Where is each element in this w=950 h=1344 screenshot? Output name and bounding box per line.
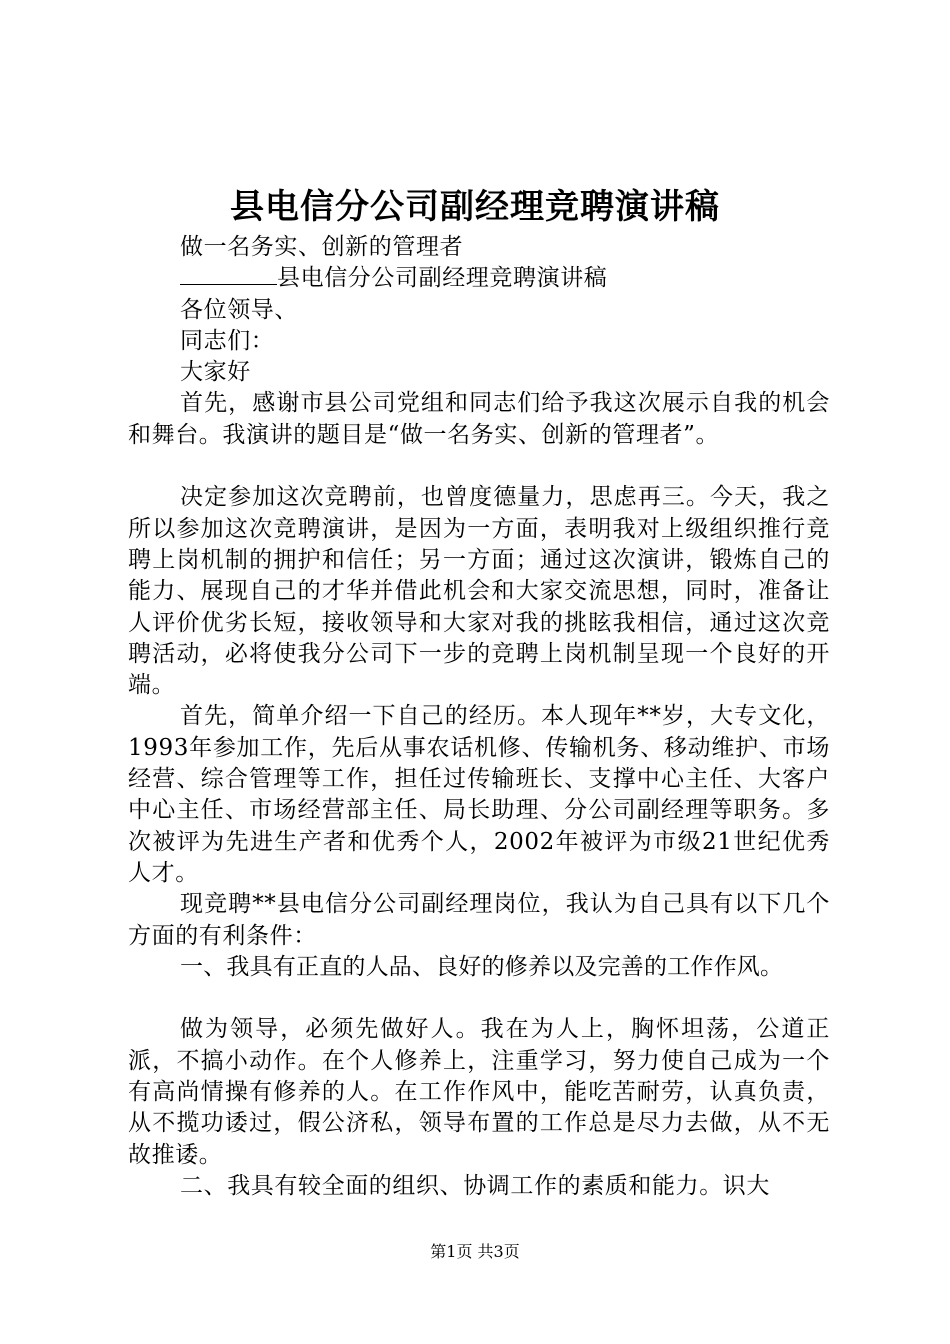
paragraph-background: 首先，简单介绍一下自己的经历。本人现年**岁，大专文化，1993年参加工作，先后从事农话机修、传输机务、移动维护、市场经营、综合管理等工作，担任过传输班长、支撑中心主任、大客户中心主任、市场经营部主任、局长助理、分公司副经理等职务。多次被评为先进生产者和优秀个人，2002年被评为市级21世纪优秀人才。 [128, 703, 830, 886]
paragraph-point-two: 二、我具有较全面的组织、协调工作的素质和能力。识大 [180, 1172, 770, 1199]
byline-text: 县电信分公司副经理竞聘演讲稿 [277, 265, 608, 292]
paragraph-conditions-intro: 现竞聘**县电信分公司副经理岗位，我认为自己具有以下几个方面的有利条件： [128, 891, 830, 949]
paragraph-spacer [128, 983, 830, 1014]
paragraph-motivation: 决定参加这次竞聘前，也曾度德量力，思虑再三。今天，我之所以参加这次竞聘演讲，是因为一方面，表明我对上级组织推行竞聘上岗机制的拥护和信任；另一方面；通过这次演讲，锻炼自己的能力、展现自己的才华并借此机会和大家交流思想，同时，准备让人评价优劣长短，接收领导和大家对我的挑眩我相信，通过这次竞聘活动，必将使我分公司下一步的竞聘上岗机制呈现一个良好的开端。 [128, 484, 830, 699]
paragraph-leadership: 做为领导，必须先做好人。我在为人上，胸怀坦荡，公道正派，不搞小动作。在个人修养上，注重学习，努力使自己成为一个有高尚情操有修养的人。在工作作风中，能吃苦耐劳，认真负责，从不揽功诿过，假公济私，领导布置的工作总是尽力去做，从不无故推诿。 [128, 1016, 830, 1168]
greeting: 大家好 [180, 359, 251, 386]
page-title: 县电信分公司副经理竞聘演讲稿 [230, 187, 720, 227]
speech-subtitle: 做一名务实、创新的管理者 [180, 234, 464, 260]
byline [128, 263, 830, 294]
salutation-comrades: 同志们： [180, 327, 275, 354]
paragraph-thanks: 首先，感谢市县公司党组和同志们给予我这次展示自我的机会和舞台。我演讲的题目是“做一名务实、创新的管理者”。 [128, 390, 830, 448]
blank-underline [180, 264, 277, 285]
paragraph-point-one: 一、我具有正直的人品、良好的修养以及完善的工作作风。 [180, 953, 784, 980]
document-body [128, 232, 830, 1202]
paragraph-spacer [128, 451, 830, 482]
salutation-leaders: 各位领导、 [180, 296, 298, 323]
page-footer: 第1页 共3页 [430, 1242, 520, 1261]
